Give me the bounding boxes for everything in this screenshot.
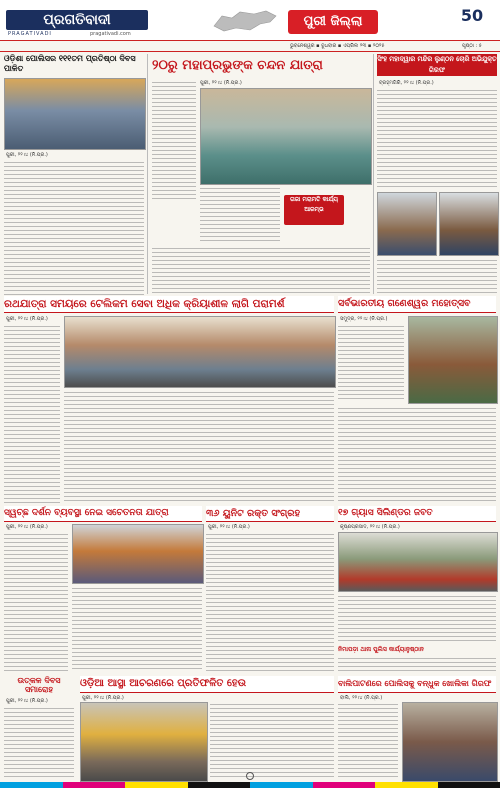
page-number: ପୃଷ୍ଠା : ୫ xyxy=(462,43,482,49)
police-day-body xyxy=(4,160,144,295)
swachh-body-right xyxy=(72,586,202,672)
dateline-bar xyxy=(0,40,500,52)
simhadwara-dateline: ବ୍ରହ୍ମଗିରି, ୨୨।୪ (ନି.ପ୍ର.) xyxy=(379,80,434,86)
balipatna-headline: ବାଲିପାଟଣରେ ପୋଲିସକୁ ବନ୍ଧୁକ ଖୋଲିକା ଗିରଫ xyxy=(338,676,496,693)
utkal-diwas-headline: ଉତ୍କଳ ଦିବସ ସମାରୋହ xyxy=(17,676,61,694)
swachh-rally-photo xyxy=(72,524,204,584)
brand-logo: ପ୍ରଗତିବାଦୀ xyxy=(6,10,148,30)
gas-cylinder-photo xyxy=(338,532,498,592)
utkal-diwas-body xyxy=(4,706,74,780)
gas-cylinder-body-2 xyxy=(338,656,496,672)
chandan-yatra-headline: ୨୦ରୁ ମହାପ୍ରଭୁଙ୍କ ଚନ୍ଦନ ଯାତ୍ରା xyxy=(152,58,323,73)
odisha-map-icon xyxy=(210,8,280,34)
rathayatra-body-left xyxy=(4,324,60,504)
police-day-dateline: ପୁରୀ, ୨୨।୪ (ନି.ପ୍ର.) xyxy=(6,152,48,158)
balipatna-dateline: ବାଲି, ୨୨।୪ (ନି.ପ୍ର.) xyxy=(340,695,383,701)
simhadwara-photo-1 xyxy=(377,192,437,256)
swachh-headline: ସ୍ୱଚ୍ଛ ଦର୍ଶନ ବ୍ୟବସ୍ଥା ନେଇ ସଚେତନତା ଯାତ୍ରା xyxy=(4,506,202,522)
ganeshwar-photo xyxy=(408,316,498,404)
simhadwara-body-2 xyxy=(377,258,497,294)
registration-mark-icon xyxy=(246,772,254,780)
brand-subtitle: PRAGATIVADI xyxy=(8,31,52,37)
odia-pride-photo xyxy=(80,702,208,782)
gas-cylinder-dateline: କୃଷ୍ଣପ୍ରସାଦ, ୨୨।୪ (ନି.ପ୍ର.) xyxy=(340,524,400,530)
rathayatra-headline: ରଥଯାତ୍ରା ସମୟରେ ଟେଲିକମ ସେବା ଅଧିକ କ୍ରିୟାଶୀଳ ଲାଗି ପରାମର୍ଶ xyxy=(4,296,334,313)
rathayatra-dateline: ପୁରୀ, ୨୨।୪ (ନି.ପ୍ର.) xyxy=(6,316,48,322)
units-36-dateline: ପୁରୀ, ୨୨।୪ (ନି.ପ୍ର.) xyxy=(208,524,250,530)
odia-pride-body xyxy=(210,702,334,780)
balipatna-photo xyxy=(402,702,498,782)
column-rule xyxy=(373,54,374,294)
rathayatra-body-right xyxy=(64,390,334,504)
police-day-photo xyxy=(4,78,146,150)
chandan-yatra-photo xyxy=(200,88,372,185)
ganeshwar-body-2 xyxy=(338,406,496,504)
simhadwara-headline: ସିଂହ ମହାଦ୍ୱାର ମନ୍ଦିର ଲୁଣ୍ଠନ ଚୋରି ଅଭିଯୁକ୍ତ ଗିରଫ xyxy=(377,55,497,74)
chandan-yatra-dateline: ପୁରୀ, ୨୨।୪ (ନି.ପ୍ର.) xyxy=(200,80,242,86)
units-36-body xyxy=(206,532,334,672)
swachh-body-left xyxy=(4,532,68,672)
ganeshwar-body xyxy=(338,324,404,402)
utkal-diwas-dateline: ପୁରୀ, ୨୨।୪ (ନି.ପ୍ର.) xyxy=(6,698,48,704)
column-rule xyxy=(147,54,148,294)
chandan-yatra-body-bottom xyxy=(152,246,370,294)
gas-cylinder-headline: ୧୭ ଗ୍ୟାସ ସିଲିଣ୍ଡର ଜବତ xyxy=(338,506,496,522)
police-day-headline: ଓଡ଼ିଶା ପୋଲିସର ୧୧୧ତମ ପ୍ରତିଷ୍ଠା ଦିବସ ପାଳିତ xyxy=(4,54,136,73)
chandan-yatra-body-left xyxy=(152,80,196,200)
odia-pride-dateline: ପୁରୀ, ୨୨।୪ (ନି.ପ୍ର.) xyxy=(82,695,124,701)
odia-pride-headline: ଓଡ଼ିଆ ଆସ୍ଥା ଆଚରଣରେ ପ୍ରତିଫଳିତ ହେଉ xyxy=(80,676,334,693)
balipatna-body xyxy=(338,702,398,780)
ganeshwar-dateline: ସମୁଦ୍ର, ୨୨।୪ (ନି.ପ୍ର.) xyxy=(340,316,388,322)
units-36-headline: ୩୬ ୟୁନିଟ ରକ୍ତ ସଂଗ୍ରହ xyxy=(206,506,334,522)
simhadwara-body xyxy=(377,88,497,188)
color-registration-bar xyxy=(0,782,500,788)
chandan-yatra-body-mid xyxy=(200,186,280,242)
brand-url: pragativadi.com xyxy=(90,31,131,37)
district-title: ପୁରୀ ଜିଲ୍ଲା xyxy=(288,10,378,34)
swachh-dateline: ପୁରୀ, ୨୨।୪ (ନି.ପ୍ର.) xyxy=(6,524,48,530)
rathayatra-meeting-photo xyxy=(64,316,336,388)
ganeshwar-headline: ସର୍ବଭାରତୀୟ ଗଣେଶ୍ୱର ମହୋତ୍ସବ xyxy=(338,296,496,313)
simhadwara-photo-2 xyxy=(439,192,499,256)
chandan-yatra-inset: ତାଜା ମରାମତି କାର୍ଯ୍ୟ ଆରମ୍ଭ xyxy=(284,195,344,225)
gas-cylinder-body xyxy=(338,594,496,642)
anniversary-badge: 50 xyxy=(460,6,484,25)
issue-date: ଭୁବନେଶ୍ୱର ▪ ବୁଧବାର ▪ ଏପ୍ରିଲ ୨୩ ▪ ୨୦୨୫ xyxy=(290,43,385,49)
gas-cylinder-subhead: ନିମାପଡ଼ା ଥାନା ପୁଲିସ କାର୍ଯ୍ୟାନୁଷ୍ଠାନ xyxy=(338,646,424,653)
